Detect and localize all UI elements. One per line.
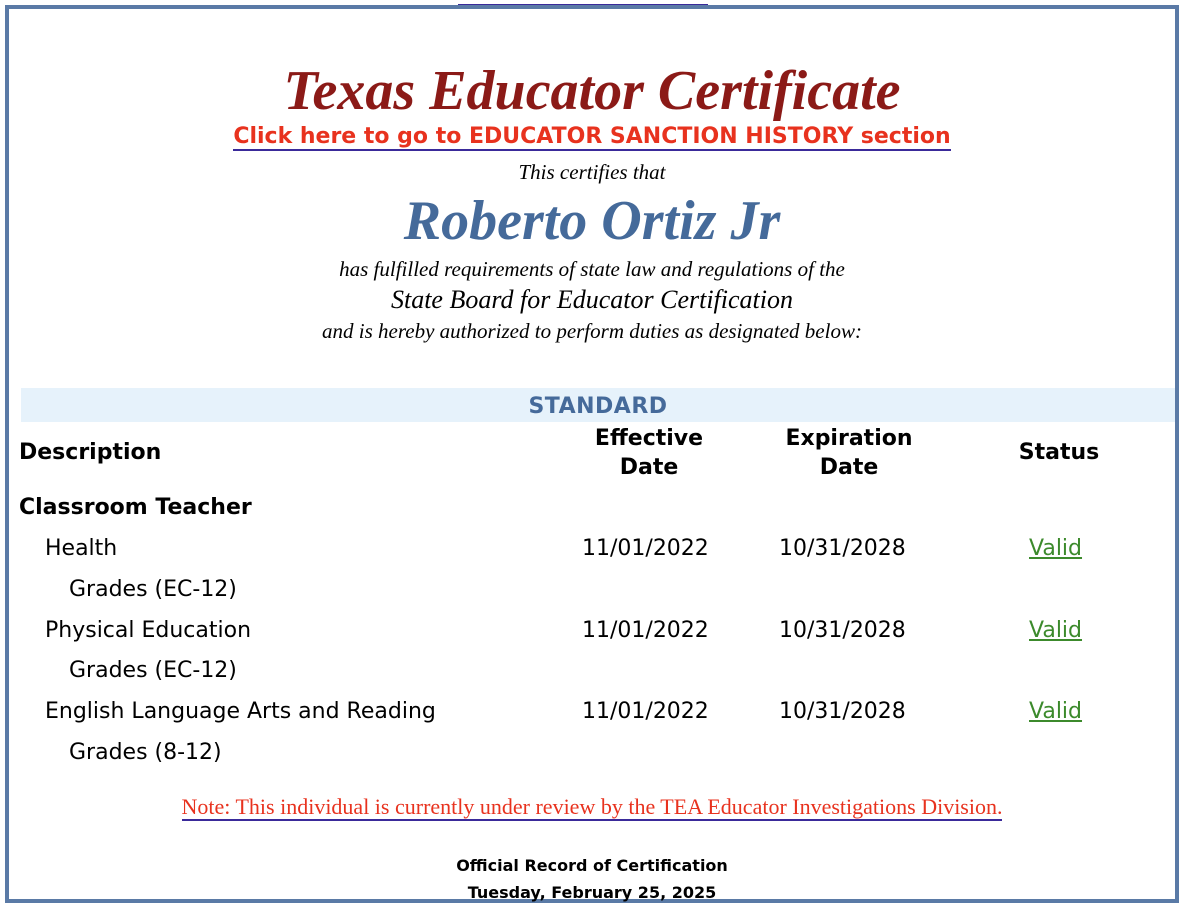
holder-name: Roberto Ortiz Jr bbox=[403, 190, 781, 252]
header-effective-line1: Effective bbox=[594, 426, 704, 451]
sanction-history-link[interactable]: Click here to go to EDUCATOR SANCTION HISTORY section bbox=[233, 124, 951, 149]
fulfilled-text: has fulfilled requirements of state law and regulations of the bbox=[339, 257, 845, 281]
header-description: Description bbox=[19, 440, 162, 465]
status-valid-link[interactable]: Valid bbox=[1029, 618, 1083, 643]
header-expiration-line2: Date bbox=[819, 455, 879, 480]
status-cell-health bbox=[1029, 536, 1082, 561]
official-record-label: Official Record of Certification bbox=[456, 856, 728, 875]
status-valid-link[interactable]: Valid bbox=[1029, 536, 1083, 561]
certificate-frame bbox=[5, 5, 1179, 903]
subject-physical-education: Physical Education bbox=[45, 618, 252, 643]
certificate-title: Texas Educator Certificate bbox=[283, 60, 901, 122]
effective-date-english-language-arts: 11/01/2022 bbox=[582, 699, 709, 724]
investigation-note bbox=[9, 794, 1175, 820]
grades-english-language-arts: Grades (8-12) bbox=[69, 740, 222, 765]
header-expiration-date bbox=[759, 424, 939, 482]
header-expiration-line1: Expiration bbox=[785, 426, 913, 451]
header-status: Status bbox=[1018, 440, 1100, 465]
authorized-text: and is hereby authorized to perform duties as designated below: bbox=[322, 319, 862, 343]
effective-date-health: 11/01/2022 bbox=[582, 536, 709, 561]
expiration-date-health: 10/31/2028 bbox=[779, 536, 906, 561]
grades-physical-education: Grades (EC-12) bbox=[69, 658, 237, 683]
status-cell-english-language-arts bbox=[1029, 699, 1082, 724]
role-classroom-teacher: Classroom Teacher bbox=[19, 495, 252, 520]
effective-date-physical-education: 11/01/2022 bbox=[582, 618, 709, 643]
investigation-note-text[interactable]: Note: This individual is currently under review by the TEA Educator Investigations Division. bbox=[181, 794, 1003, 819]
sanction-history-link-wrapper bbox=[9, 124, 1175, 149]
header-effective-line2: Date bbox=[619, 455, 679, 480]
board-name: State Board for Educator Certification bbox=[390, 285, 793, 314]
certifies-text: This certifies that bbox=[518, 160, 666, 184]
grades-health: Grades (EC-12) bbox=[69, 577, 237, 602]
subject-health: Health bbox=[45, 536, 118, 561]
expiration-date-english-language-arts: 10/31/2028 bbox=[779, 699, 906, 724]
record-date: Tuesday, February 25, 2025 bbox=[467, 883, 717, 902]
header-effective-date bbox=[569, 424, 729, 482]
status-valid-link[interactable]: Valid bbox=[1029, 699, 1083, 724]
status-cell-physical-education bbox=[1029, 618, 1082, 643]
certificate-class-bar: STANDARD bbox=[21, 388, 1175, 422]
expiration-date-physical-education: 10/31/2028 bbox=[779, 618, 906, 643]
subject-english-language-arts: English Language Arts and Reading bbox=[45, 699, 436, 724]
